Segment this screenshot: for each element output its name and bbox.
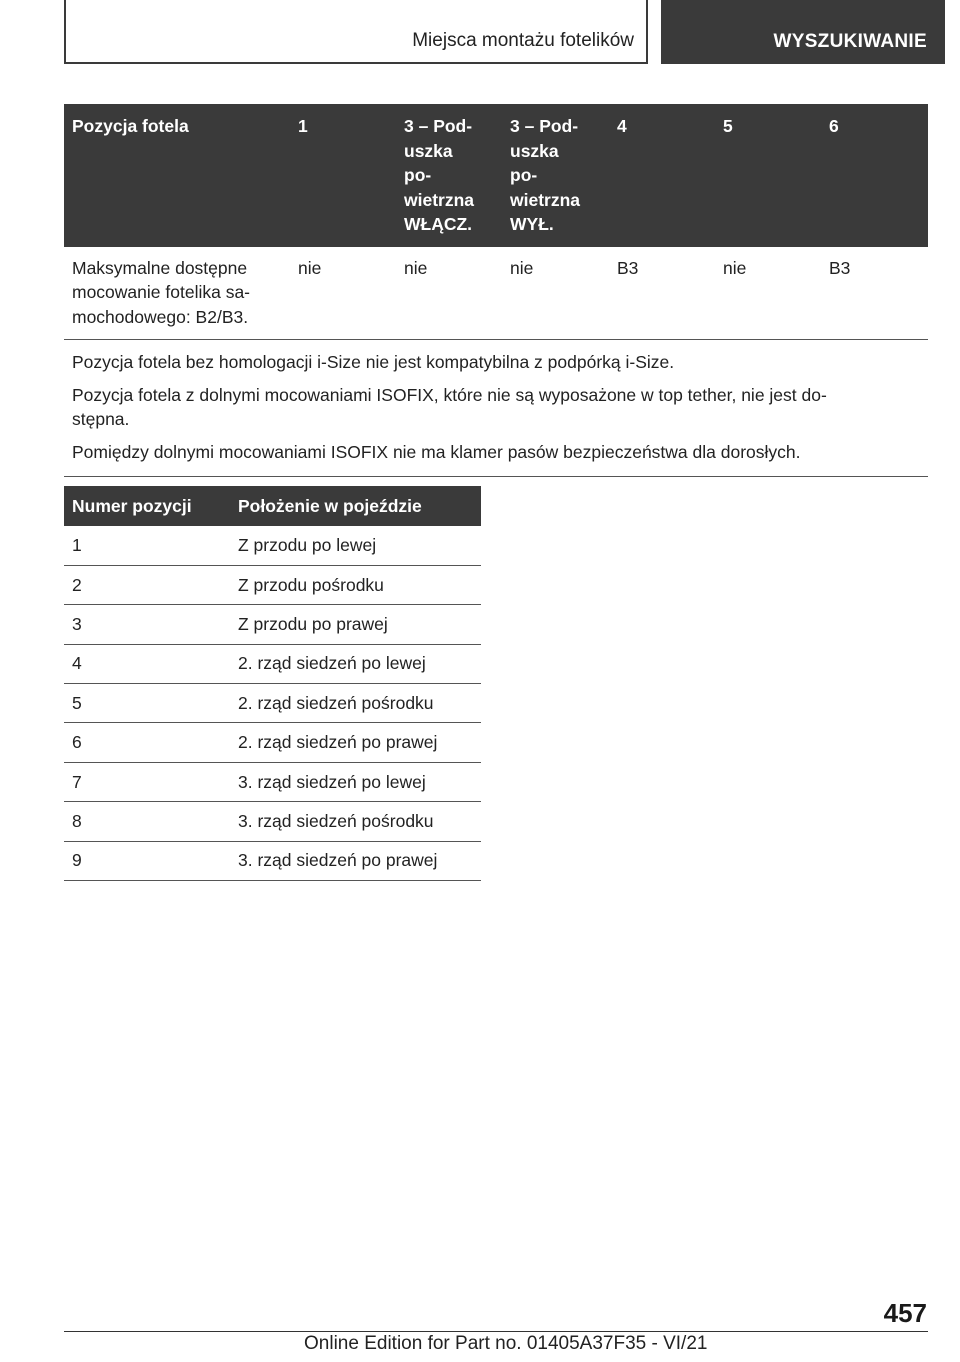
notes-row [64, 340, 928, 477]
seat-compatibility-table [64, 104, 928, 477]
table-cell: 1 [64, 526, 230, 565]
table-cell: 2. rząd siedzeń po lewej [230, 644, 481, 683]
table-cell: 8 [64, 802, 230, 841]
table-row [64, 802, 481, 841]
table-header-row [64, 104, 928, 247]
table-cell: 3. rząd siedzeń po lewej [230, 762, 481, 801]
table-row [64, 841, 481, 880]
table-cell: 2. rząd siedzeń po prawej [230, 723, 481, 762]
table-header-row [64, 486, 481, 526]
search-tab-label: WYSZUKIWANIE [773, 31, 927, 52]
section-tab[interactable] [64, 0, 648, 64]
table-row [64, 247, 928, 340]
header-cell: Pozycja fotela [64, 104, 290, 247]
table-cell: 5 [64, 684, 230, 723]
table-row [64, 526, 481, 565]
table-cell: Z przodu po prawej [230, 605, 481, 644]
table-cell: 3 [64, 605, 230, 644]
header-cell: 1 [290, 104, 396, 247]
header-cell: Numer pozycji [64, 486, 230, 526]
table-row [64, 684, 481, 723]
table-row [64, 565, 481, 604]
notes-cell [64, 340, 928, 477]
position-table [64, 486, 481, 881]
table-cell: B3 [609, 247, 715, 340]
table-cell: 3. rząd siedzeń po prawej [230, 841, 481, 880]
note-text: Pomiędzy dolnymi mocowaniami ISOFIX nie ma klamer pasów bezpieczeństwa dla dorosłych. [72, 441, 801, 462]
table-cell: 6 [64, 723, 230, 762]
table-cell: B3 [821, 247, 928, 340]
table-cell: 7 [64, 762, 230, 801]
table-cell: nie [502, 247, 609, 340]
table-cell: Maksymalne dostępne mocowanie fotelika sa- mochodowego: B2/B3. [64, 247, 290, 340]
table-row [64, 605, 481, 644]
table-cell: 9 [64, 841, 230, 880]
table-cell: Z przodu pośrodku [230, 565, 481, 604]
note-text: Pozycja fotela bez homologacji i-Size nie jest kompatybilna z podpórką i-Size. [72, 352, 675, 372]
header-cell: 3 – Pod- uszka po- wietrzna WYŁ. [502, 104, 609, 247]
table-row [64, 762, 481, 801]
table-cell: nie [290, 247, 396, 340]
edition-text: Online Edition for Part no. 01405A37F35 - VI/21 [304, 1333, 708, 1354]
note-text: Pozycja fotela z dolnymi mocowaniami ISOFIX, które nie są wyposażone w top tether, nie jest do- stępna. [72, 384, 827, 429]
table-row [64, 723, 481, 762]
table-cell: 3. rząd siedzeń pośrodku [230, 802, 481, 841]
section-title: Miejsca montażu fotelików [412, 30, 634, 51]
table-cell: 4 [64, 644, 230, 683]
table-cell: 2 [64, 565, 230, 604]
table-cell: nie [715, 247, 821, 340]
header-cell: 4 [609, 104, 715, 247]
table-cell: 2. rząd siedzeń pośrodku [230, 684, 481, 723]
header-cell: Położenie w pojeździe [230, 486, 481, 526]
search-tab[interactable] [661, 0, 945, 64]
table-cell: nie [396, 247, 502, 340]
table-row [64, 644, 481, 683]
footer-divider [64, 1331, 928, 1332]
table-cell: Z przodu po lewej [230, 526, 481, 565]
page-number: 457 [883, 1298, 927, 1328]
header-cell: 5 [715, 104, 821, 247]
header-cell: 6 [821, 104, 928, 247]
header-cell: 3 – Pod- uszka po- wietrzna WŁĄCZ. [396, 104, 502, 247]
